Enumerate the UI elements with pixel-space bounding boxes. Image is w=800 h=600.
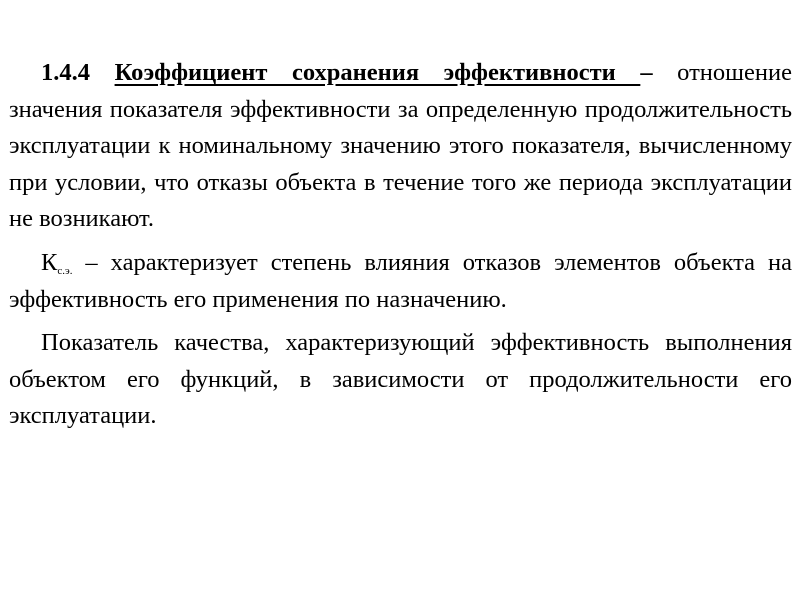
symbol-letter: К — [41, 248, 58, 276]
definition-text: отношение значения показателя эффективности за определенную продолжительность эксплуатации к номинальному значению этого показателя, вычисленному при условии, что отказы объекта в течение того же периода эксплуатации не возникают. — [9, 59, 792, 233]
symbol-subscript: с.э. — [57, 264, 73, 277]
section-number: 1.4.4 — [41, 59, 90, 86]
term-dash: – — [640, 59, 653, 86]
definition-paragraph — [9, 55, 792, 238]
slide-text-body — [9, 55, 792, 442]
symbol-paragraph — [9, 245, 792, 318]
indicator-paragraph — [9, 325, 792, 435]
symbol-description: – характеризует степень влияния отказов элементов объекта на эффективность его применения по назначению. — [9, 248, 792, 313]
indicator-text: Показатель качества, характеризующий эффективность выполнения объектом его функций, в зависимости от продолжительности его эксплуатации. — [9, 329, 792, 430]
term-heading: Коэффициент сохранения эффективности — [114, 59, 641, 86]
